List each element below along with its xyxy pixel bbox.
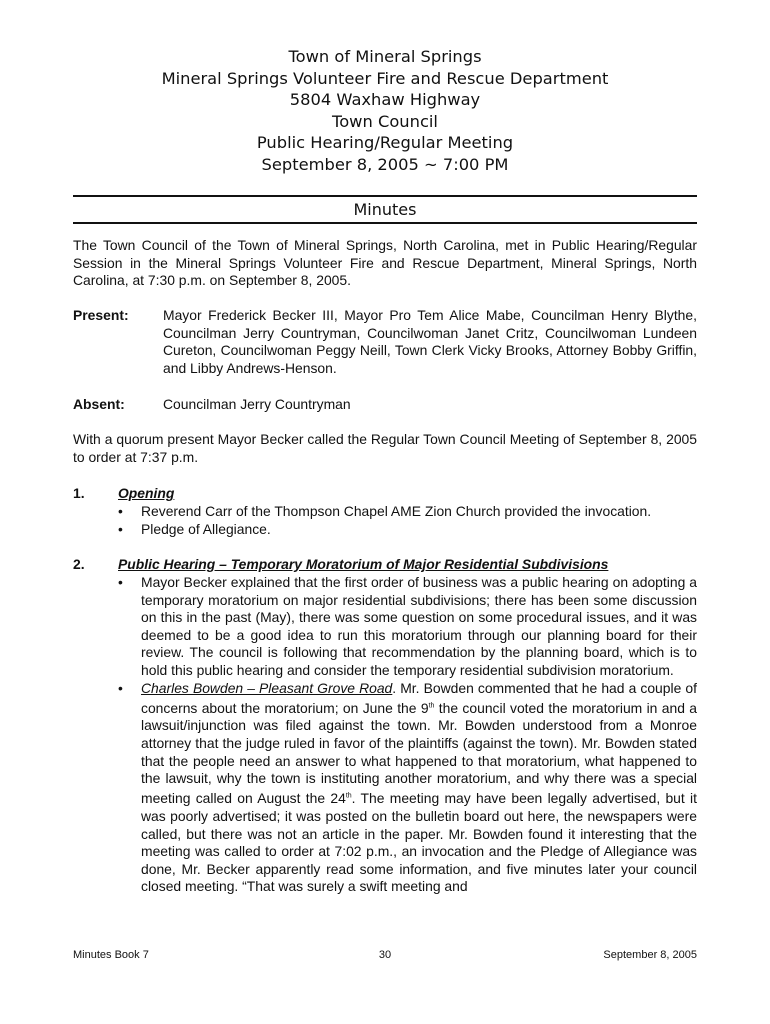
top-divider <box>73 195 697 197</box>
intro-paragraph <box>73 237 697 290</box>
ordinal-suffix: th <box>345 792 352 800</box>
header-meeting-type: Public Hearing/Regular Meeting <box>256 133 514 153</box>
header-date-time: September 8, 2005 ~ 7:00 PM <box>261 154 509 174</box>
document-header <box>73 46 697 176</box>
bullet-icon: • <box>118 574 123 590</box>
present-list: Mayor Frederick Becker III, Mayor Pro Tem Alice Mabe, Councilman Henry Blythe, Councilman Jerry Countryman, Councilwoman Janet Critz, Councilwoman Lundeen Cureton, Councilwoman Peggy Neill, Town Clerk Vicky Brooks, Attorney Bobby Griffin, and Libby Andrews-Henson. <box>163 307 697 376</box>
bullet-text: Pledge of Allegiance. <box>141 520 271 537</box>
section-1-heading: Opening <box>118 485 175 501</box>
header-town-name: Town of Mineral Springs <box>288 47 482 66</box>
ordinal-suffix: th <box>428 702 435 710</box>
header-venue: Mineral Springs Volunteer Fire and Rescue Department <box>161 68 609 88</box>
speaker-name: Charles Bowden – Pleasant Grove Road <box>141 679 393 696</box>
section-2-number: 2. <box>73 556 85 572</box>
intro-text: The Town Council of the Town of Mineral Springs, North Carolina, met in Public Hearing/Regular Session in the Mineral Springs Volunteer Fire and Rescue Department, Mineral Springs, North Carolina, at 7:30 p.m. on September 8, 2005. <box>73 237 697 289</box>
footer-page-number: 30 <box>378 949 392 961</box>
quorum-text: With a quorum present Mayor Becker called the Regular Town Council Meeting of September 8, 2005 to order at 7:37 p.m. <box>73 431 697 465</box>
absent-list: Councilman Jerry Countryman <box>163 396 351 412</box>
bullet-icon: • <box>118 520 123 537</box>
absent-label: Absent: <box>73 396 125 412</box>
header-address: 5804 Waxhaw Highway <box>289 90 481 110</box>
list-item <box>118 680 697 896</box>
list-item <box>118 574 697 680</box>
minutes-divider <box>73 222 697 224</box>
minutes-title: Minutes <box>353 200 417 219</box>
speaker-text-part-3: . The meeting may have been legally advertised, but it was poorly advertised; it was posted on the bulletin board out here, the newspapers were called, but there was not an article in the paper. Mr. Bowden found it interesting that the meeting was called to order at 7:02 p.m., an invocation and the Pledge of Allegiance was done, Mr. Becker apparently read some information, and five minutes later your council closed meeting. “That was surely a swift meeting and <box>141 790 697 895</box>
section-1-number: 1. <box>73 485 85 501</box>
footer-date: September 8, 2005 <box>603 949 697 961</box>
header-body: Town Council <box>332 111 438 131</box>
section-2-heading: Public Hearing – Temporary Moratorium of Major Residential Subdivisions <box>118 556 609 572</box>
footer-book: Minutes Book 7 <box>73 949 149 961</box>
speaker-text-part-2: the council voted the moratorium in and a lawsuit/injunction was filed against the town. Mr. Bowden understood from a Monroe attorney that the judge ruled in favor of the plaintiffs (against the town). Mr. Bowden stated that the people need an answer to what happened to that moratorium, what happened to the lawsuit, why the town is instituting another moratorium, and why there was a special meeting called on August the 24 <box>141 699 697 807</box>
bullet-icon: • <box>118 503 123 519</box>
speaker-entry <box>141 680 697 895</box>
section-1-bullets <box>118 503 697 538</box>
speaker-text-part-1: . Mr. Bowden commented that he had a couple of concerns about the moratorium; on June the 9 <box>141 679 697 716</box>
bullet-text: Mayor Becker explained that the first order of business was a public hearing on adopting a temporary moratorium on major residential subdivisions; there has been some discussion on this in the past (May), there was some question on some procedural issues, and it was deemed to be a good idea to run this moratorium through our planning board for their review. The council is following that recommendation by the planning board, which is to hold this public hearing and consider the temporary residential subdivision moratorium. <box>141 574 697 678</box>
list-item <box>118 503 697 521</box>
section-2-bullets <box>118 574 697 896</box>
present-label: Present: <box>73 307 129 323</box>
quorum-paragraph <box>73 431 697 466</box>
bullet-icon: • <box>118 679 123 696</box>
list-item <box>118 521 697 539</box>
bullet-text: Reverend Carr of the Thompson Chapel AME Zion Church provided the invocation. <box>141 503 652 519</box>
